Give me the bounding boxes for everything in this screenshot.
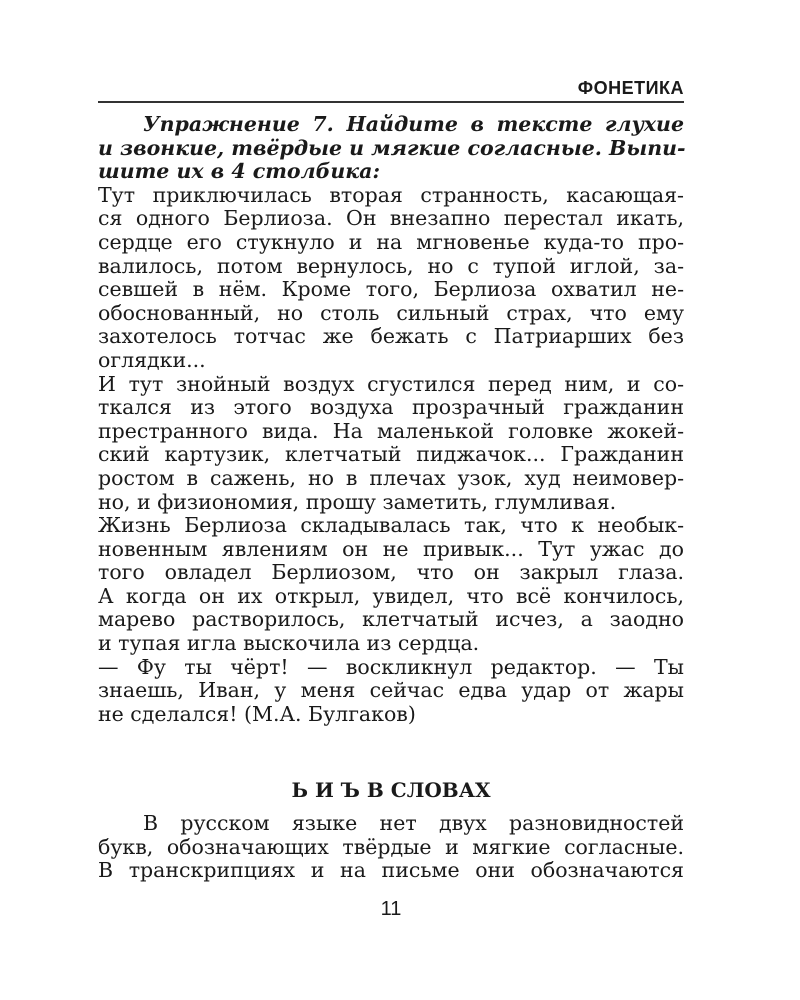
text-line: Жизнь Берлиоза складывалась так, что к необык- (98, 513, 684, 538)
text-line: знаешь, Иван, у меня сейчас едва удар от жары (98, 678, 684, 703)
exercise-title-line: шите их в 4 столбика: (98, 159, 381, 184)
exercise-title-line: и звонкие, твёрдые и мягкие согласные. Выпи- (98, 135, 686, 160)
text-line: севшей в нём. Кроме того, Берлиоза охватил не- (98, 277, 684, 302)
text-line: но, и физиономия, прошу заметить, глумливая. (98, 489, 617, 514)
text-line: валилось, потом вернулось, но с тупой иглой, за- (98, 253, 684, 278)
text-line: А когда он их открыл, увидел, что всё кончилось, (98, 583, 684, 608)
text-line: оглядки... (98, 347, 206, 372)
section-heading: Ь И Ъ В СЛОВАХ (291, 778, 491, 802)
text-line: захотелось тотчас же бежать с Патриарших без (98, 324, 684, 349)
section-text-line: букв, обозначающих твёрдые и мягкие согласные. (98, 834, 684, 859)
section-text-block (98, 812, 684, 883)
text-line: и тупая игла выскочила из сердца. (98, 631, 480, 656)
section-text-line: В транскрипциях и на письме они обозначаются (98, 858, 684, 883)
text-line: обоснованный, но столь сильный страх, что ему (98, 300, 684, 325)
header-rule (98, 101, 684, 103)
text-line: марево растворилось, клетчатый исчез, а заодно (98, 607, 684, 632)
text-line: новенным явлениям он не привык... Тут ужас до (98, 536, 684, 561)
running-head-title: ФОНЕТИКА (577, 78, 684, 98)
text-line: ский картузик, клетчатый пиджачок... Гражданин (98, 442, 684, 467)
exercise-block (98, 113, 684, 726)
text-line: сердце его стукнуло и на мгновенье куда-то про- (98, 229, 684, 254)
section-text-line: В русском языке нет двух разновидностей (143, 811, 684, 835)
text-line: ся одного Берлиоза. Он внезапно перестал икать, (98, 206, 684, 231)
text-line: престранного вида. На маленькой головке жокей- (98, 418, 684, 443)
text-line: не сделался! (М.А. Булгаков) (98, 701, 416, 726)
text-line: ростом в сажень, но в плечах узок, худ неимовер- (98, 465, 684, 490)
text-line: — Фу ты чёрт! — воскликнул редактор. — Ты (98, 654, 684, 679)
page-number: 11 (380, 898, 402, 920)
exercise-title-line: Упражнение 7. Найдите в тексте глухие (143, 112, 684, 136)
text-line: ткался из этого воздуха прозрачный гражданин (98, 395, 684, 420)
text-line: Тут приключилась вторая странность, касающая- (98, 182, 684, 207)
text-line: того овладел Берлиозом, что он закрыл глаза. (98, 560, 684, 585)
text-line: И тут знойный воздух сгустился перед ним, и со- (98, 371, 684, 396)
